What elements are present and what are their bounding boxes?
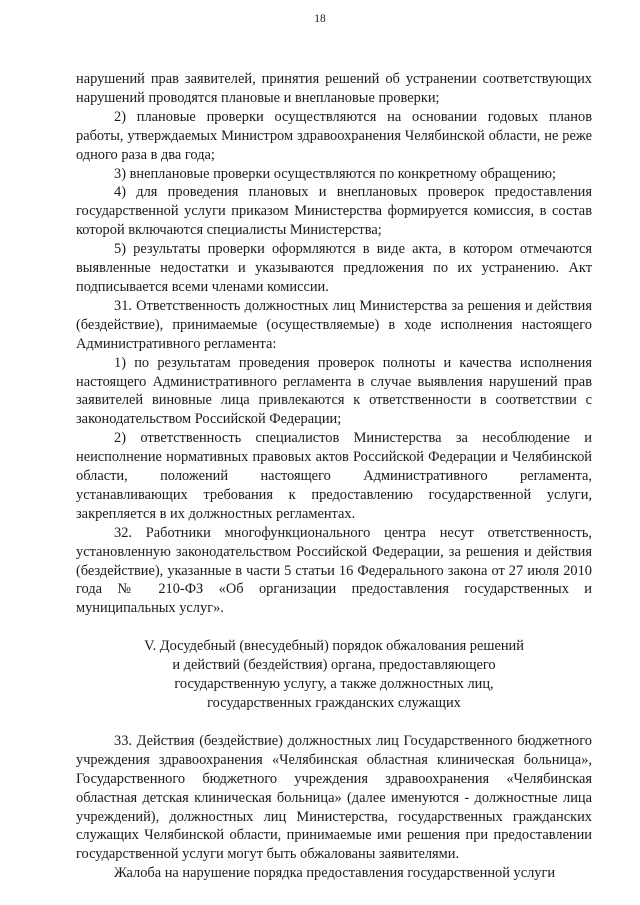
paragraph-complaint: Жалоба на нарушение порядка предоставления государственной услуги <box>114 865 556 882</box>
paragraph-item-31: 31. Ответственность должностных лиц Министерства за решения и действия (бездействие), принимаемые (осуществляемые) в ходе исполнения настоящего Административного регламента: <box>76 297 592 352</box>
paragraph-unscheduled-checks: 3) внеплановые проверки осуществляются по конкретному обращению; <box>114 165 556 182</box>
paragraph-scheduled-checks: 2) плановые проверки осуществляются на основании годовых планов работы, утверждаемых Министром здравоохранения Челябинской области, не реже одного раза в два года; <box>76 108 592 163</box>
paragraph-check-results: 5) результаты проверки оформляются в виде акта, в котором отмечаются выявленные недостатки и указываются предложения по их устранению. Акт подписывается всеми членами комиссии. <box>76 241 592 295</box>
section-heading-line: V. Досудебный (внесудебный) порядок обжалования решений <box>144 638 524 655</box>
paragraph-item-31-1: 1) по результатам проведения проверок полноты и качества исполнения настоящего Административного регламента в случае выявления нарушений прав заявителей виновные лица привлекаются к ответственности в соответствии с законодательством Российской Федерации; <box>76 354 592 428</box>
paragraph-item-31-2: 2) ответственность специалистов Министерства за несоблюдение и неисполнение нормативных правовых актов Российской Федерации и Челябинской области, положений настоящего Административного регламента, устанавливающих требования к предоставлению государственной услуги, закрепляется в их должностных регламентах. <box>76 430 592 522</box>
section-heading-line: государственных гражданских служащих <box>207 695 461 711</box>
paragraph-item-32: 32. Работники многофункционального центра несут ответственность, установленную законодательством Российской Федерации, за решения и действия (бездействие), указанные в части 5 статьи 16 Федерального закона от 27 июля 2010 года № 210-ФЗ «Об организации предоставления государственных и муниципальных услуг». <box>76 524 592 617</box>
section-heading-line: государственную услугу, а также должностных лиц, <box>174 676 494 693</box>
section-heading-line: и действий (бездействия) органа, предоставляющего <box>172 657 496 674</box>
paragraph-item-33: 33. Действия (бездействие) должностных лиц Государственного бюджетного учреждения здравоохранения «Челябинская областная клиническая больница», Государственного бюджетного учреждения здравоохранения «Челябинская областная детская клиническая больница» (далее именуются - должностные лица учреждений), должностных лиц Министерства, государственных гражданских служащих Челябинской области, принимаемые ими решения при предоставлении государственной услуги могут быть обжалованы заявителями. <box>76 732 592 863</box>
section-heading <box>76 637 592 713</box>
paragraph-continuation: нарушений прав заявителей, принятия решений об устранении соответствующих нарушений проводятся плановые и внеплановые проверки; <box>76 71 592 106</box>
document-body <box>76 70 592 883</box>
page-number: 18 <box>314 13 326 25</box>
paragraph-commission: 4) для проведения плановых и внеплановых проверок предоставления государственной услуги приказом Министерства формируется комиссия, в состав которой включаются специалисты Министерства; <box>76 184 592 239</box>
